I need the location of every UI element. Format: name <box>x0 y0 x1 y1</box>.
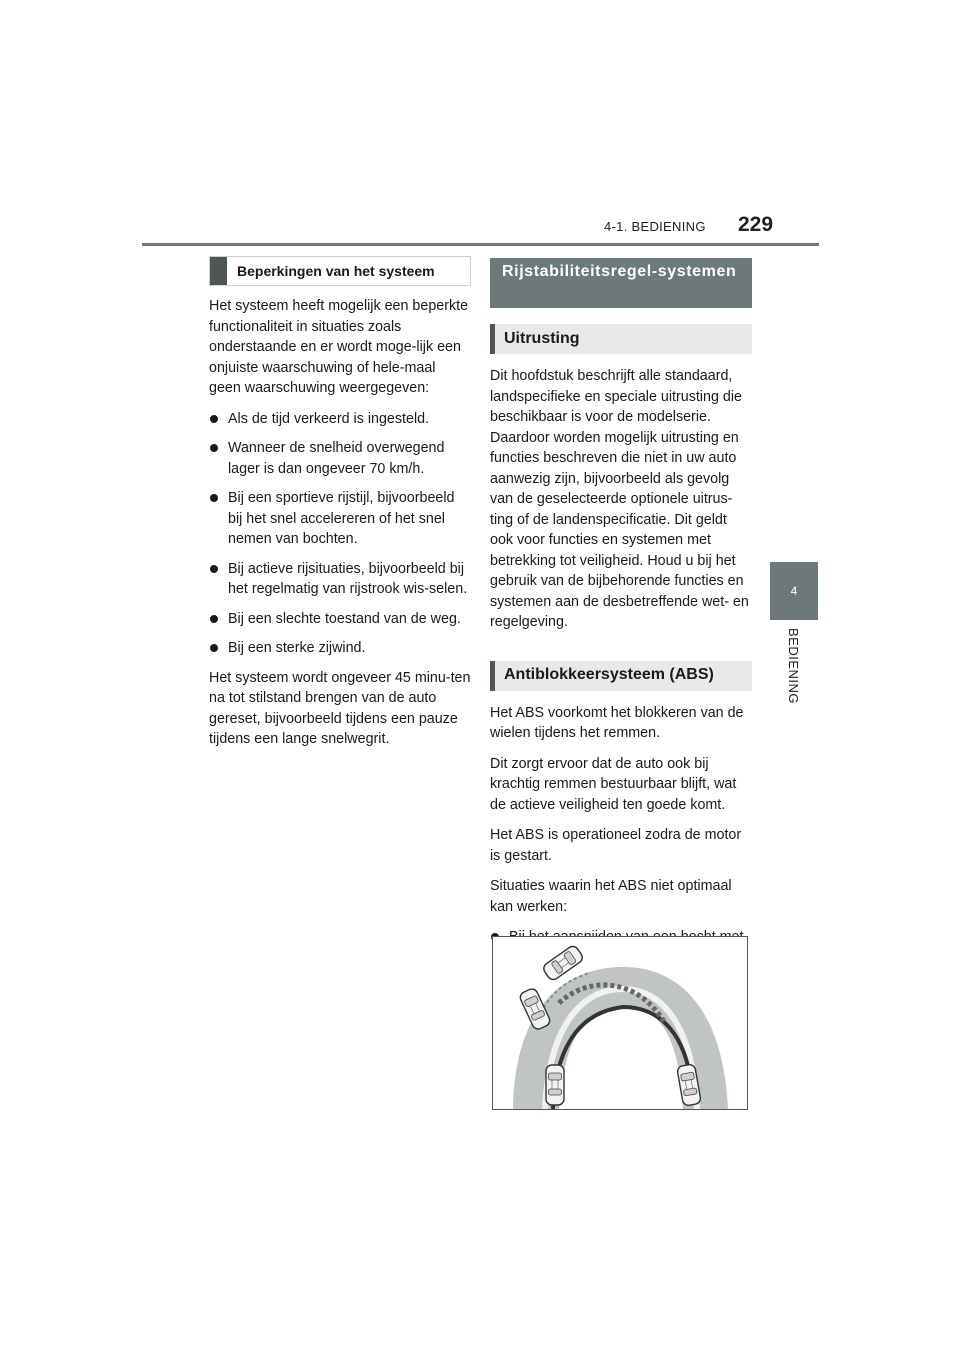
left-column <box>209 256 471 760</box>
equipment-paragraph: Dit hoofdstuk beschrijft alle standaard, landspecifieke en speciale uitrusting die beschikbaar is voor de modelserie. Daardoor worden mogelijk uitrusting en functies beschreven die niet in uw auto aanwezig zijn, bijvoorbeeld als gevolg van de geselecteerde optionele uitrus-ting of de landenspecificatie. Dit geldt ook voor functies en systemen met betrekking tot veiligheid. Houd u bij het gebruik van de bijbehorende functies en systemen aan de desbetreffende wet- en regelgeving. <box>490 368 749 630</box>
section-title: 4-1. BEDIENING <box>604 219 706 234</box>
intro-paragraph: Het systeem heeft mogelijk een beperkte functionaliteit in situaties zoals onderstaande en er wordt moge-lijk een onjuiste waarschuwing of hele-maal geen waarschuwing weergegeven: <box>209 298 469 396</box>
chapter-label: BEDIENING <box>786 628 801 705</box>
subheading-text: Antiblokkeersysteem (ABS) <box>504 666 714 684</box>
car-icon <box>546 1065 564 1105</box>
subheading-bar <box>490 324 495 354</box>
list-item: Bij een slechte toestand van de weg. <box>209 609 471 630</box>
car-icon <box>541 944 584 982</box>
header-rule <box>142 243 819 246</box>
right-column <box>490 258 752 977</box>
main-heading: Rijstabiliteitsregel-systemen <box>490 258 752 308</box>
page-number: 229 <box>738 213 774 236</box>
road-curve-diagram <box>493 937 747 1109</box>
list-item: Wanneer de snelheid overwegend lager is dan ongeveer 70 km/h. <box>209 438 471 479</box>
heading-bar <box>210 257 227 285</box>
subheading-abs <box>490 661 752 691</box>
limitations-list <box>209 409 471 659</box>
abs-paragraph: Situaties waarin het ABS niet optimaal kan werken: <box>490 878 732 915</box>
outro-paragraph: Het systeem wordt ongeveer 45 minu-ten na tot stilstand brengen van de auto gereset, bijvoorbeeld tijdens een pauze tijdens een lange snelwegrit. <box>209 669 471 747</box>
list-item: Bij een sterke zijwind. <box>209 638 471 659</box>
chapter-number: 4 <box>790 584 798 598</box>
heading-text: Beperkingen van het systeem <box>237 262 435 279</box>
subheading-text: Uitrusting <box>504 329 580 347</box>
subheading-equipment <box>490 324 752 354</box>
subheading-bar <box>490 661 495 691</box>
section-heading-limitations <box>209 256 471 286</box>
abs-curve-illustration <box>492 936 748 1110</box>
abs-paragraph: Het ABS voorkomt het blokkeren van de wielen tijdens het remmen. <box>490 704 744 741</box>
list-item: Bij een sportieve rijstijl, bijvoorbeeld bij het snel accelereren of het snel nemen van bochten. <box>209 488 471 550</box>
chapter-tab <box>770 562 818 620</box>
list-item: Bij actieve rijsituaties, bijvoorbeeld bij het regelmatig van rijstrook wis-selen. <box>209 559 471 600</box>
abs-paragraph: Dit zorgt ervoor dat de auto ook bij krachtig remmen bestuurbaar blijft, wat de actieve veiligheid ten goede komt. <box>490 755 737 813</box>
list-item: Als de tijd verkeerd is ingesteld. <box>209 409 471 430</box>
abs-paragraph: Het ABS is operationeel zodra de motor is gestart. <box>490 827 742 864</box>
